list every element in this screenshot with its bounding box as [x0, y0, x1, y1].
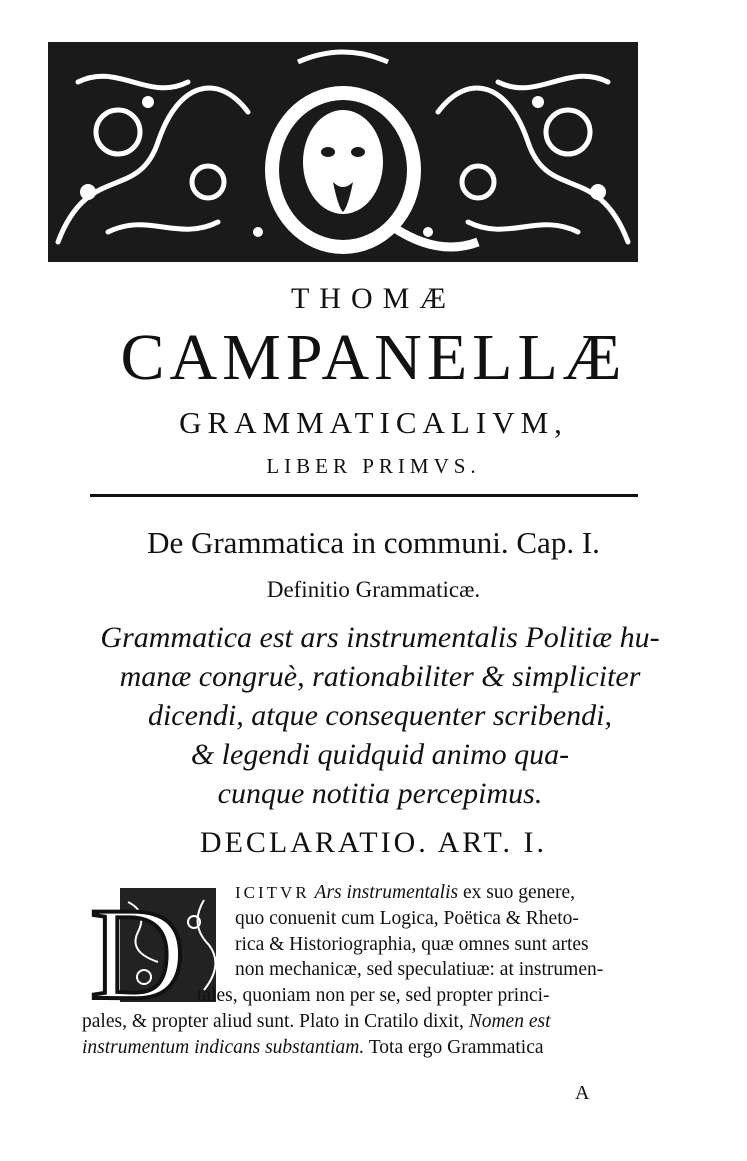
definition-line: cunque notitia percepimus.	[217, 777, 543, 810]
signature-mark: A	[575, 1082, 590, 1104]
body-line: quo conuenit cum Logica, Poëtica & Rheto-	[235, 907, 579, 929]
definition-line: & legendi quidquid animo qua-	[190, 738, 570, 771]
dropcap-letter: D	[90, 882, 186, 1008]
ornamental-headpiece-icon	[48, 42, 638, 262]
body-text-span: pales, & propter aliud sunt. Plato in Cratilo dixit,	[82, 1010, 464, 1032]
article-heading: DECLARATIO. ART. I.	[199, 826, 548, 859]
small-caps-word: ICITVR	[235, 883, 310, 902]
definition-line: dicendi, atque consequenter scribendi,	[147, 699, 613, 732]
italic-phrase: Nomen est	[468, 1010, 551, 1032]
definition-line: Grammatica est ars instrumentalis Politiæ hu-	[100, 621, 660, 654]
author-surname: CAMPANELLÆ	[120, 321, 627, 394]
body-text	[82, 880, 702, 1061]
body-line: rica & Historiographia, quæ omnes sunt artes	[235, 933, 589, 955]
definition-line: manæ congruè, rationabiliter & simpliciter	[119, 660, 641, 693]
body-line	[82, 880, 702, 906]
definition-block	[60, 618, 700, 813]
work-title: GRAMMATICALIVM,	[179, 405, 568, 440]
body-line	[82, 1009, 702, 1035]
chapter-heading: De Grammatica in communi. Cap. I.	[147, 525, 600, 560]
body-text-span: ex suo genere,	[462, 882, 576, 903]
body-text-span: Tota ergo Grammatica	[368, 1036, 544, 1058]
italic-phrase: instrumentum indicans substantiam.	[82, 1036, 365, 1058]
italic-phrase: Ars instrumentalis	[314, 882, 459, 903]
body-line: tales, quoniam non per se, sed propter princi-	[197, 985, 550, 1007]
title-divider	[90, 494, 638, 497]
body-line: non mechanicæ, sed speculatiuæ: at instrumen-	[235, 959, 604, 981]
author-first-name: THOMÆ	[290, 282, 456, 315]
chapter-subheading: Definitio Grammaticæ.	[266, 577, 481, 602]
body-line	[82, 1035, 702, 1061]
book-number: LIBER PRIMVS.	[266, 454, 481, 478]
